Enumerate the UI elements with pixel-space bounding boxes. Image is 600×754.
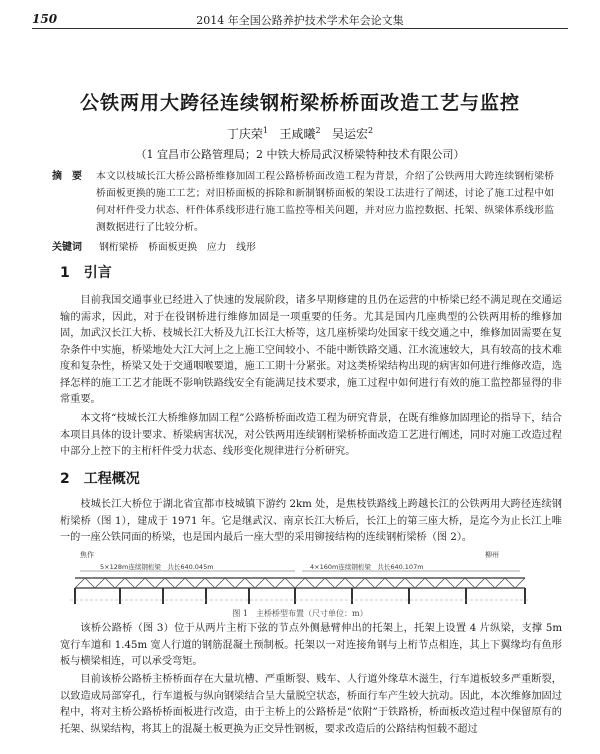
paper-title: 公铁两用大跨径连续钢桁梁桥桥面改造工艺与监控 [79,92,520,114]
bridge-elevation-figure [70,548,530,608]
author-name: 王咸曦 [279,127,316,141]
keywords-text: 钢桁梁桥 桥面板更换 应力 线形 [99,242,256,253]
section-heading-introduction: 1 引言 [60,265,112,281]
truss-web [75,578,525,588]
figure-span-left: 5×128m连续钢桁梁 共长640.045m [100,563,214,571]
keywords-label: 关键词 [52,242,82,253]
abstract-text: 本文以枝城长江大桥公路桥维修加固工程公路桥桥面改造工程为背景，介绍了公铁两用大跨连续钢桁梁桥桥面板更换的施工工艺；对旧桥面板的拆除和新制钢桥面板的架设工法进行了阐述，讨论了施工过程中如何对杆件受力状态、杆件体系线形进行施工监控等相关问题，并对应力监控数据、托架、纵梁体系线形监测数据进行了比较分析。 [96,171,554,233]
author-mark: 1 [262,126,268,135]
figure-left-place: 焦作 [80,551,94,559]
author-mark: 2 [368,126,374,135]
keywords [52,238,554,253]
author-name: 吴运宏 [332,127,369,141]
author-mark: 2 [315,126,321,135]
section-heading-overview: 2 工程概况 [60,471,140,487]
affiliation: （1 宜昌市公路管理局；2 中铁大桥局武汉桥梁特种技术有限公司） [135,148,465,161]
bridge-piers [75,588,525,604]
running-header [32,8,568,29]
paragraph: 该桥公路桥（图 3）位于从两片主桁下弦的节点外侧悬臂伸出的托架上，托架上设置 4 片纵梁，支撑 5m 宽行车道和 1.45m 宽人行道的钢筋混凝土预制板。托架以一对连接角钢与上桁节点相连，其上下翼缘均有鱼形板与横梁相连，可以承受弯矩。 [60,623,562,667]
paragraph: 目前我国交通事业已经进入了快速的发展阶段，诸多早期修建的且仍在运营的中桥梁已经不满足现在交通运输的需求，因此，对于在役钢桥进行维修加固是一项重要的任务。尤其是国内几座典型的公铁两用桥的维修加固，加武汉长江大桥、枝城长江大桥及九江长江大桥等，这几座桥梁均处国家干线交通之中，维修加固需要在复杂条件中实施，桥梁地处大江大河上之上施工空间较小、不能中断铁路交通、江水流速较大，具有较高的技术难度和复杂性，桥梁又处于交通咽喉要道，施工工期十分紧张。对这类桥梁结构出现的病害如何进行维修改造，选择怎样的施工工艺才能既不影响铁路线安全有能满足技术要求，施工过程中如何进行有效的施工监控都显得的非常重要。 [60,295,562,405]
paragraph: 枝城长江大桥位于湖北省宜都市枝城镇下游约 2km 处，是焦枝铁路线上跨越长江的公铁两用大跨径连续钢桁梁桥（图 1），建成于 1971 年。它是继武汉、南京长江大桥后，长江上的第三座大桥，是迄今为止长江上唯一的一座公铁同面的桥梁，也是国内最后一座大型的采用铆接结构的连续钢桁梁桥（图 2）。 [60,499,562,543]
author-list [0,125,600,142]
figure-span-right: 4×160m连续钢桁梁 共长640.107m [310,563,424,571]
figure-caption: 图 1 主桥桥型布置（尺寸单位：m） [232,609,368,618]
author-name: 丁庆荣 [226,127,263,141]
paragraph: 本文将“枝城长江大桥维修加固工程”公路桥桥面改造工程为研究背景，在既有维修加固理论的指导下，结合本项目具体的设计要求、桥梁病害状况，对公铁两用连续钢桁梁桥桥面改造工艺进行阐述，同时对施工改造过程中部分上控下的主桁杆件受力状态、线形变化规律进行分析研究。 [60,413,562,457]
abstract-label: 摘 要 [52,171,82,182]
page-number: 150 [32,12,58,26]
journal-title: 2014 年全国公路养护技术学术年会论文集 [196,14,404,27]
figure-right-place: 柳州 [485,551,499,559]
abstract [52,168,554,236]
paragraph: 目前该桥公路桥主桥桥面存在大量坑槽、严重断裂、贱车、人行道外缘草木滋生，行车道板较多严重断裂，以致造成局部穿孔，行车道板与纵向钢梁结合呈大量脱空状态，桥面行车产生较大抗动。因此，本次维修加固过程中，将对主桥公路桥桥面板进行改造，由于主桥上的公路桥是“依附”于铁路桥，桥面板改造过程中保留原有的托架、纵梁结构，将其上的混凝土板更换为正交异性钢板，要求改造后的公路结构恒载不超过 [60,674,562,735]
